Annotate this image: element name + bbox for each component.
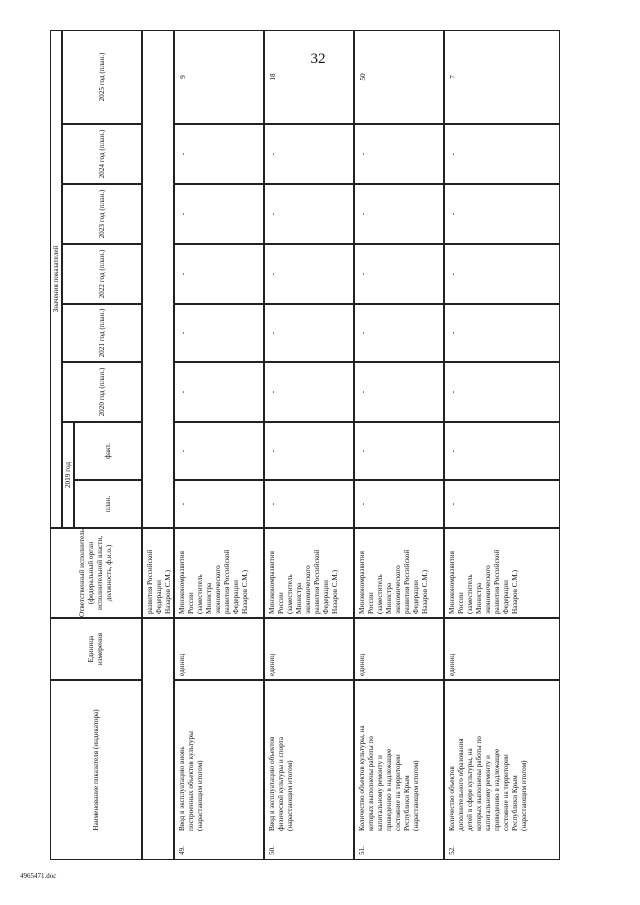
unit-cell: единиц xyxy=(174,618,264,680)
value-v2025: 9 xyxy=(174,30,264,124)
value-v2023: - xyxy=(444,184,560,244)
header-2019-plan: план. xyxy=(74,480,142,528)
value-v2025: 7 xyxy=(444,30,560,124)
continuation-responsible: развития Российской Федерации Назаров С.М.) xyxy=(142,528,174,618)
header-unit: Единица измерения xyxy=(50,618,142,680)
value-v2021: - xyxy=(264,304,354,362)
value-v2020: - xyxy=(264,362,354,422)
value-v2020: - xyxy=(354,362,444,422)
value-fact2019: - xyxy=(174,422,264,480)
header-2019: 2019 год xyxy=(62,422,74,528)
header-y2020: 2020 год (план.) xyxy=(62,362,142,422)
responsible-cell: Минэкономразвития России (заместитель Министра экономического развития Российской Федерации Назаров С.М.) xyxy=(174,528,264,618)
value-plan2019: - xyxy=(444,480,560,528)
table-row-name-cell xyxy=(354,680,444,860)
document-footer: 4965471.doc xyxy=(20,872,57,880)
indicator-name: Ввод в эксплуатацию объектов физической культуры и спорта (нарастающим итогом) xyxy=(268,736,294,831)
responsible-cell: Минэкономразвития России (заместитель Министра экономического развития Российской Федерации Назаров С.М.) xyxy=(444,528,560,618)
row-number: 51. xyxy=(358,846,366,855)
value-v2022: - xyxy=(444,244,560,304)
responsible-cell: Минэкономразвития России (заместитель Министра экономического развития Российской Федерации Назаров С.М.) xyxy=(354,528,444,618)
table-row-name-cell xyxy=(264,680,354,860)
value-fact2019: - xyxy=(444,422,560,480)
value-plan2019: - xyxy=(264,480,354,528)
value-v2024: - xyxy=(444,124,560,184)
header-responsible: Ответственный исполнитель (федеральный орган исполнительной власти, должность, ф.и.о.) xyxy=(50,528,142,618)
unit-cell: единиц xyxy=(444,618,560,680)
continuation-empty xyxy=(142,618,174,860)
header-y2022: 2022 год (план.) xyxy=(62,244,142,304)
header-y2024: 2024 год (план.) xyxy=(62,124,142,184)
row-number: 50. xyxy=(268,846,276,855)
value-v2023: - xyxy=(354,184,444,244)
header-name: Наименование показателя (индикатора) xyxy=(50,680,142,860)
header-y2023: 2023 год (план.) xyxy=(62,184,142,244)
unit-cell: единиц xyxy=(354,618,444,680)
indicator-name: Количество объектов культуры, на которых выполнены работы по капитальному ремонту и приведению в надлежащее состояние на территории Республики Крым (нарастающим итогом) xyxy=(358,725,420,831)
value-v2020: - xyxy=(444,362,560,422)
responsible-cell: Минэкономразвития России (заместитель Министра экономического развития Российской Федерации Назаров С.М.) xyxy=(264,528,354,618)
value-v2022: - xyxy=(174,244,264,304)
value-plan2019: - xyxy=(354,480,444,528)
row-number: 49. xyxy=(178,846,186,855)
value-v2024: - xyxy=(264,124,354,184)
value-v2023: - xyxy=(264,184,354,244)
value-v2024: - xyxy=(354,124,444,184)
value-v2024: - xyxy=(174,124,264,184)
table-row-name-cell xyxy=(444,680,560,860)
value-v2022: - xyxy=(354,244,444,304)
value-plan2019: - xyxy=(174,480,264,528)
header-y2025: 2025 год (план.) xyxy=(62,30,142,124)
indicator-name: Ввод в эксплуатацию вновь построенных объектов культуры (нарастающим итогом) xyxy=(178,731,204,831)
header-2019-fact: факт. xyxy=(74,422,142,480)
value-fact2019: - xyxy=(264,422,354,480)
row-number: 52. xyxy=(448,846,456,855)
value-v2021: - xyxy=(444,304,560,362)
value-v2020: - xyxy=(174,362,264,422)
value-v2025: 18 xyxy=(264,30,354,124)
page-number: 32 xyxy=(310,51,326,67)
header-y2021: 2021 год (план.) xyxy=(62,304,142,362)
value-v2022: - xyxy=(264,244,354,304)
unit-cell: единиц xyxy=(264,618,354,680)
value-v2025: 50 xyxy=(354,30,444,124)
value-v2021: - xyxy=(174,304,264,362)
header-values: Значения показателей xyxy=(50,30,62,528)
table-row-name-cell xyxy=(174,680,264,860)
value-fact2019: - xyxy=(354,422,444,480)
value-v2021: - xyxy=(354,304,444,362)
indicators-table xyxy=(50,30,570,860)
continuation-values-empty xyxy=(142,30,174,528)
indicator-name: Количество объектов дополнительного образования детей в сфере культуры, на которых выполнены работы по капитальному ремонту и приведению в надлежащее состояние на территории Республики Крым (нарастающим итогом) xyxy=(448,736,528,831)
value-v2023: - xyxy=(174,184,264,244)
